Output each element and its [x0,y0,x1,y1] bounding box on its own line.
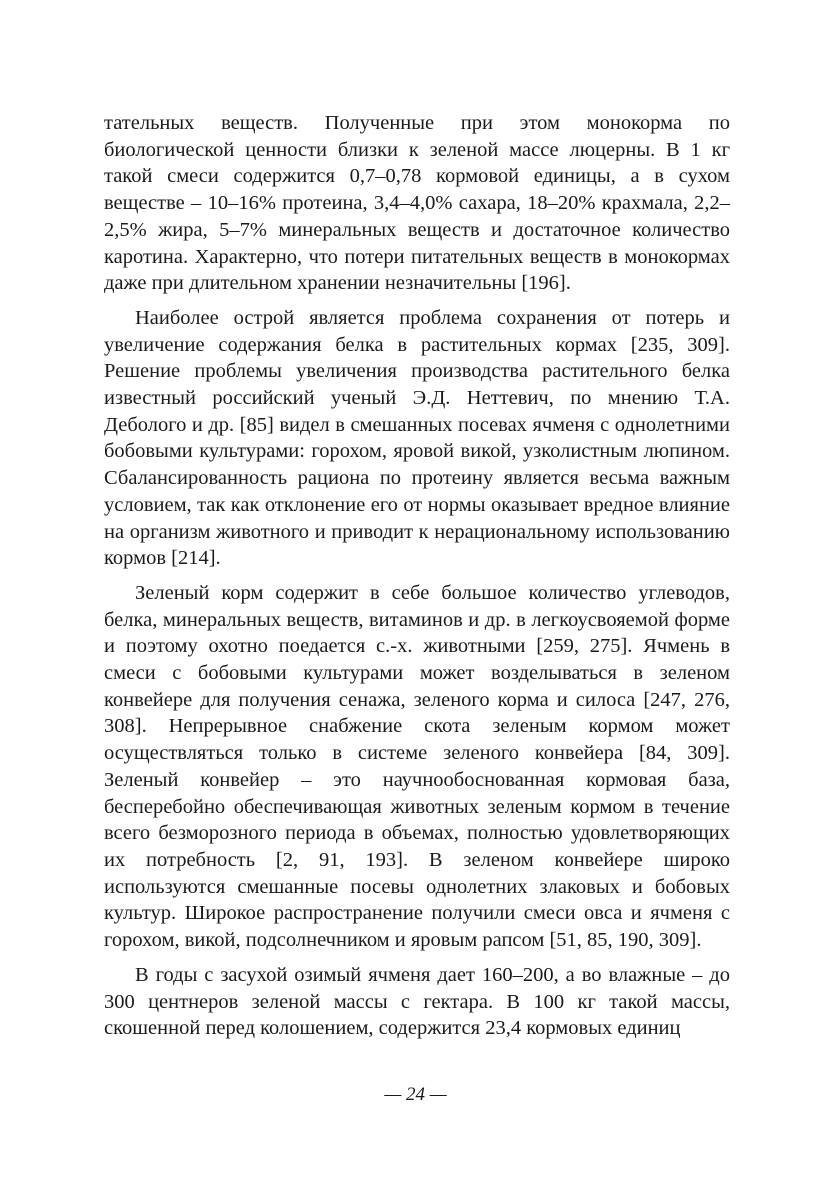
paragraph-1: тательных веществ. Полученные при этом монокорма по биологической ценности близки к зеленой массе люцерны. В 1 кг такой смеси содержится 0,7–0,78 кормовой единицы, а в сухом веществе – 10–16% протеина, 3,4–4,0% сахара, 18–20% крахмала, 2,2–2,5% жира, 5–7% минеральных веществ и достаточное количество каротина. Характерно, что потери питательных веществ в монокормах даже при длительном хранении незначительны [196]. [104,112,730,295]
page-body [104,110,730,1050]
paragraph-3: Зеленый корм содержит в себе большое количество углеводов, белка, минеральных веществ, витаминов и др. в легкоусвояемой форме и поэтому охотно поедается с.-х. животными [259, 275]. Ячмень в смеси с бобовыми культурами может возделываться в зеленом конвейере для получения сенажа, зеленого корма и силоса [247, 276, 308]. Непрерывное снабжение скота зеленым кормом может осуществляться только в системе зеленого конвейера [84, 309]. Зеленый конвейер – это научнообоснованная кормовая база, бесперебойно обеспечивающая животных зеленым кормом в течение всего безморозного периода в объемах, полностью удовлетворяющих их потребность [2, 91, 193]. В зеленом конвейере широко используются смешанные посевы однолетних злаковых и бобовых культур. Широкое распространение получили смеси овса и ячменя с горохом, викой, подсолнечником и яровым рапсом [51, 85, 190, 309]. [104,581,730,952]
paragraph-2: Наиболее острой является проблема сохранения от потерь и увеличение содержания белка в растительных кормах [235, 309]. Решение проблемы увеличения производства растительного белка известный российский ученый Э.Д. Неттевич, по мнению Т.А. Деболого и др. [85] видел в смешанных посевах ячменя с однолетними бобовыми культурами: горохом, яровой викой, узколистным люпином. Сбалансированность рациона по протеину является весьма важным условием, так как отклонение его от нормы оказывает вредное влияние на организм животного и приводит к нерациональному использованию кормов [214]. [104,306,730,570]
paragraph-4: В годы с засухой озимый ячменя дает 160–200, а во влажные – до 300 центнеров зеленой массы с гектара. В 100 кг такой массы, скошенной перед колошением, содержится 23,4 кормовых единиц [104,963,730,1040]
page-number: — 24 — [384,1084,447,1105]
